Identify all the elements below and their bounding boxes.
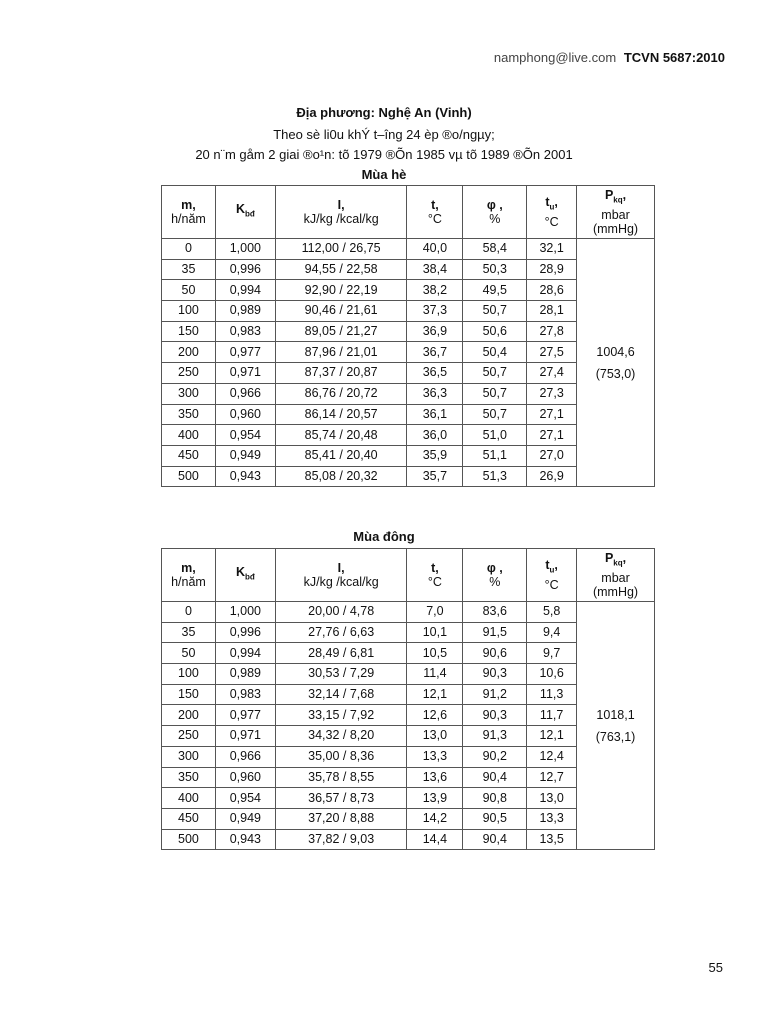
source-note-line-1: Theo sè li0u khÝ t–îng 24 èp ®o/ngµy; <box>273 127 495 142</box>
table-cell: 0,989 <box>215 301 275 322</box>
table-cell: 0,949 <box>215 808 275 829</box>
col-header-p: $P_{kq}$, mbar (mmHg) <box>577 186 655 239</box>
table-cell: 0,983 <box>215 321 275 342</box>
table-cell: 37,3 <box>407 301 463 322</box>
table-cell: 0,994 <box>215 643 275 664</box>
table-cell: 13,0 <box>407 726 463 747</box>
table-cell: 0,971 <box>215 363 275 384</box>
table-cell: 27,4 <box>527 363 577 384</box>
table-cell: 12,6 <box>407 705 463 726</box>
table-cell: 90,2 <box>463 746 527 767</box>
table-cell: 10,5 <box>407 643 463 664</box>
table-cell: 300 <box>162 383 216 404</box>
col-header-m: m, h/năm <box>162 549 216 602</box>
table-cell: 86,76 / 20,72 <box>275 383 407 404</box>
table-cell: 50 <box>162 280 216 301</box>
table-cell: 90,6 <box>463 643 527 664</box>
table-cell: 35 <box>162 259 216 280</box>
table-cell: 83,6 <box>463 602 527 623</box>
table-cell: 27,1 <box>527 425 577 446</box>
table-cell: 112,00 / 26,75 <box>275 239 407 260</box>
table-cell: 35,78 / 8,55 <box>275 767 407 788</box>
table-cell: 91,5 <box>463 622 527 643</box>
table-cell: 0 <box>162 239 216 260</box>
table-cell: 51,3 <box>463 466 527 487</box>
table-cell: 49,5 <box>463 280 527 301</box>
table-cell: 86,14 / 20,57 <box>275 404 407 425</box>
table-cell: 50,7 <box>463 363 527 384</box>
table-cell: 37,20 / 8,88 <box>275 808 407 829</box>
table-cell: 85,41 / 20,40 <box>275 445 407 466</box>
table-cell: 85,74 / 20,48 <box>275 425 407 446</box>
table-cell: 10,6 <box>527 664 577 685</box>
table-cell: 250 <box>162 363 216 384</box>
table-cell: 13,3 <box>407 746 463 767</box>
table-cell: 28,1 <box>527 301 577 322</box>
table-cell: 0,954 <box>215 425 275 446</box>
table-cell: 7,0 <box>407 602 463 623</box>
table-cell: 50,6 <box>463 321 527 342</box>
table-cell: 0,960 <box>215 404 275 425</box>
table-cell: 0 <box>162 602 216 623</box>
table-cell: 28,49 / 6,81 <box>275 643 407 664</box>
col-header-phi: φ , % <box>463 186 527 239</box>
table-cell: 50,3 <box>463 259 527 280</box>
table-cell: 27,8 <box>527 321 577 342</box>
table-cell: 200 <box>162 705 216 726</box>
source-note-line-2: 20 n¨m gåm 2 giai ®o¹n: tõ 1979 ®Õn 1985 vµ tõ 1989 ®Õn 2001 <box>195 147 573 162</box>
table-cell: 36,0 <box>407 425 463 446</box>
table-cell: 500 <box>162 829 216 850</box>
table-cell: 13,5 <box>527 829 577 850</box>
table-cell: 89,05 / 21,27 <box>275 321 407 342</box>
table-cell: 36,57 / 8,73 <box>275 788 407 809</box>
table-row <box>162 239 655 260</box>
col-header-i: I, kJ/kg /kcal/kg <box>275 549 407 602</box>
table-cell: 27,76 / 6,63 <box>275 622 407 643</box>
table-cell: 0,983 <box>215 684 275 705</box>
table-cell: 38,2 <box>407 280 463 301</box>
summer-table <box>161 185 655 487</box>
table-cell: 350 <box>162 767 216 788</box>
table-cell: 5,8 <box>527 602 577 623</box>
table-cell: 11,7 <box>527 705 577 726</box>
page-number: 55 <box>708 960 723 975</box>
col-header-m: m, h/năm <box>162 186 216 239</box>
table-cell: 14,2 <box>407 808 463 829</box>
pressure-mbar: 1004,6 <box>596 344 635 359</box>
table-cell: 0,989 <box>215 664 275 685</box>
col-header-phi: φ , % <box>463 549 527 602</box>
table-cell: 500 <box>162 466 216 487</box>
table-cell: 37,82 / 9,03 <box>275 829 407 850</box>
table-cell: 13,6 <box>407 767 463 788</box>
table-cell: 0,994 <box>215 280 275 301</box>
table-cell: 36,7 <box>407 342 463 363</box>
table-cell: 92,90 / 22,19 <box>275 280 407 301</box>
table-cell: 0,966 <box>215 383 275 404</box>
table-cell: 87,96 / 21,01 <box>275 342 407 363</box>
table-cell: 35 <box>162 622 216 643</box>
table-cell: 13,0 <box>527 788 577 809</box>
table-cell: 450 <box>162 808 216 829</box>
table-cell: 11,3 <box>527 684 577 705</box>
table-cell: 27,3 <box>527 383 577 404</box>
col-header-p: $P_{kq}$, mbar (mmHg) <box>577 549 655 602</box>
table-cell: 400 <box>162 425 216 446</box>
summer-heading: Mùa hè <box>361 167 407 182</box>
table-cell: 12,1 <box>407 684 463 705</box>
header-standard-code: TCVN 5687:2010 <box>623 50 725 65</box>
table-cell: 30,53 / 7,29 <box>275 664 407 685</box>
table-cell: 35,7 <box>407 466 463 487</box>
table-cell: 35,9 <box>407 445 463 466</box>
table-cell: 20,00 / 4,78 <box>275 602 407 623</box>
table-cell: 26,9 <box>527 466 577 487</box>
table-cell: 40,0 <box>407 239 463 260</box>
table-cell: 13,9 <box>407 788 463 809</box>
table-cell: 1,000 <box>215 602 275 623</box>
pressure-mmhg: (753,0) <box>595 366 636 381</box>
table-cell: 1,000 <box>215 239 275 260</box>
table-cell: 34,32 / 8,20 <box>275 726 407 747</box>
table-cell: 0,960 <box>215 767 275 788</box>
table-cell: 250 <box>162 726 216 747</box>
table-cell: 0,949 <box>215 445 275 466</box>
table-cell: 90,5 <box>463 808 527 829</box>
table-cell: 94,55 / 22,58 <box>275 259 407 280</box>
table-cell: 28,6 <box>527 280 577 301</box>
table-cell: 13,3 <box>527 808 577 829</box>
winter-table <box>161 548 655 850</box>
pressure-mmhg: (763,1) <box>595 729 636 744</box>
col-header-k: $K_{bđ}$ <box>215 549 275 602</box>
table-cell: 0,966 <box>215 746 275 767</box>
table-cell: 9,4 <box>527 622 577 643</box>
col-header-tu: $t_u$, °C <box>527 186 577 239</box>
table-cell: 0,971 <box>215 726 275 747</box>
table-cell: 150 <box>162 684 216 705</box>
header-email: namphong@live.com <box>493 50 617 65</box>
table-cell: 12,4 <box>527 746 577 767</box>
table-cell: 36,9 <box>407 321 463 342</box>
winter-heading: Mùa đông <box>353 529 415 544</box>
table-cell: 50,7 <box>463 301 527 322</box>
table-cell: 0,954 <box>215 788 275 809</box>
table-cell: 0,943 <box>215 829 275 850</box>
table-header-row <box>162 549 655 602</box>
table-cell: 10,1 <box>407 622 463 643</box>
table-cell: 9,7 <box>527 643 577 664</box>
table-cell: 0,943 <box>215 466 275 487</box>
table-cell: 350 <box>162 404 216 425</box>
table-cell: 38,4 <box>407 259 463 280</box>
table-cell: 91,2 <box>463 684 527 705</box>
table-cell: 400 <box>162 788 216 809</box>
table-cell: 90,4 <box>463 767 527 788</box>
table-cell: 28,9 <box>527 259 577 280</box>
table-cell: 12,1 <box>527 726 577 747</box>
table-cell: 50,4 <box>463 342 527 363</box>
table-cell: 200 <box>162 342 216 363</box>
table-cell: 32,14 / 7,68 <box>275 684 407 705</box>
table-cell: 51,1 <box>463 445 527 466</box>
table-cell: 150 <box>162 321 216 342</box>
table-cell: 11,4 <box>407 664 463 685</box>
col-header-tu: $t_u$, °C <box>527 549 577 602</box>
table-cell: 58,4 <box>463 239 527 260</box>
table-cell: 27,5 <box>527 342 577 363</box>
table-cell: 12,7 <box>527 767 577 788</box>
location-title: Địa phương: Nghệ An (Vinh) <box>296 105 472 120</box>
table-cell: 87,37 / 20,87 <box>275 363 407 384</box>
col-header-t: t, °C <box>407 186 463 239</box>
table-cell: 32,1 <box>527 239 577 260</box>
pressure-mbar: 1018,1 <box>596 707 635 722</box>
table-cell: 91,3 <box>463 726 527 747</box>
col-header-t: t, °C <box>407 549 463 602</box>
table-cell: 100 <box>162 664 216 685</box>
table-cell: 14,4 <box>407 829 463 850</box>
table-cell: 450 <box>162 445 216 466</box>
table-cell: 0,996 <box>215 622 275 643</box>
table-cell: 50,7 <box>463 404 527 425</box>
table-header-row <box>162 186 655 239</box>
table-cell: 51,0 <box>463 425 527 446</box>
table-cell: 27,1 <box>527 404 577 425</box>
table-cell: 85,08 / 20,32 <box>275 466 407 487</box>
table-cell: 0,977 <box>215 342 275 363</box>
table-row <box>162 602 655 623</box>
col-header-k: $K_{bđ}$ <box>215 186 275 239</box>
table-cell: 0,996 <box>215 259 275 280</box>
table-cell: 36,5 <box>407 363 463 384</box>
table-cell: 27,0 <box>527 445 577 466</box>
table-cell: 90,3 <box>463 705 527 726</box>
table-cell: 300 <box>162 746 216 767</box>
table-cell: 36,3 <box>407 383 463 404</box>
table-cell: 33,15 / 7,92 <box>275 705 407 726</box>
table-cell: 90,46 / 21,61 <box>275 301 407 322</box>
table-cell: 90,8 <box>463 788 527 809</box>
pressure-cell <box>577 602 655 850</box>
pressure-cell <box>577 239 655 487</box>
table-cell: 35,00 / 8,36 <box>275 746 407 767</box>
table-cell: 90,4 <box>463 829 527 850</box>
col-header-i: I, kJ/kg /kcal/kg <box>275 186 407 239</box>
table-cell: 90,3 <box>463 664 527 685</box>
table-cell: 50 <box>162 643 216 664</box>
table-cell: 100 <box>162 301 216 322</box>
table-cell: 0,977 <box>215 705 275 726</box>
table-cell: 50,7 <box>463 383 527 404</box>
table-cell: 36,1 <box>407 404 463 425</box>
page-header <box>494 50 725 65</box>
